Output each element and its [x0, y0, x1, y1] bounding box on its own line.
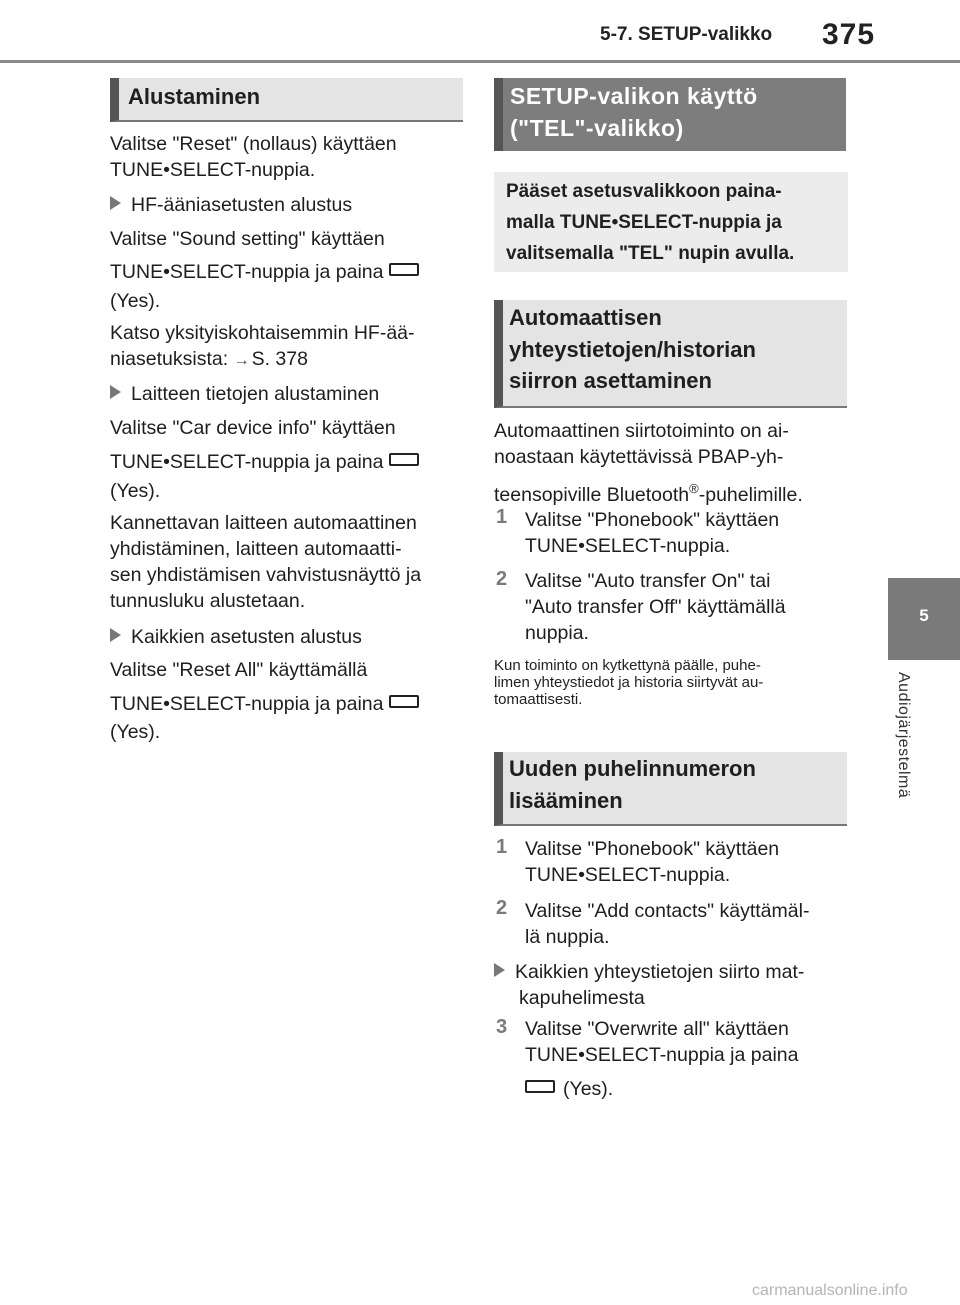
device-para-1: Kannettavan laitteen automaattinen: [110, 512, 417, 534]
step1-line-1: Valitse "Phonebook" käyttäen: [525, 509, 780, 531]
bullet-device-reset: [110, 381, 379, 407]
button-icon: [389, 263, 419, 276]
bullet-triangle-icon: [110, 628, 121, 642]
bullet-triangle-icon: [110, 196, 121, 210]
page-ref-arrow-icon: →: [233, 352, 250, 369]
section-title: 5-7. SETUP-valikko: [600, 24, 773, 45]
hf-line-2-text: TUNE•SELECT-nuppia ja paina: [110, 261, 384, 283]
registered-mark: ®: [689, 481, 699, 496]
step2-line-2: "Auto transfer Off" käyttämällä: [525, 596, 786, 618]
step-number: 3: [496, 1016, 508, 1038]
device-para-4: tunnusluku alustetaan.: [110, 590, 306, 612]
hf-ref-line-2: [110, 346, 308, 374]
step2-line-1: Valitse "Auto transfer On" tai: [525, 570, 771, 592]
heading-new-line-2: lisääminen: [509, 788, 623, 813]
bullet-all-reset-text: Kaikkien asetusten alustus: [131, 626, 362, 648]
auto-para-2: noastaan käytettävissä PBAP-yh-: [494, 446, 784, 468]
info-box: [494, 172, 848, 272]
heading-setup-line-2: ("TEL"-valikko): [510, 115, 684, 141]
step-number: 2: [496, 568, 508, 590]
hf-line-1: Valitse "Sound setting" käyttäen: [110, 228, 385, 250]
footer-watermark[interactable]: carmanualsonline.info: [752, 1282, 908, 1299]
step-number: 1: [496, 836, 508, 858]
bullet-all-reset: [110, 624, 362, 650]
button-icon: [389, 453, 419, 466]
note-line-1: Kun toiminto on kytkettynä päälle, puhe-: [494, 657, 761, 674]
new-step3-line-2: TUNE•SELECT-nuppia ja paina: [525, 1044, 799, 1066]
heading-alustaminen-text: Alustaminen: [128, 84, 261, 109]
header-divider: [0, 60, 960, 63]
heading-new-line-1: Uuden puhelinnumeron: [509, 756, 756, 781]
new-step3-line-3: [525, 1076, 613, 1102]
new-step2-line-1: Valitse "Add contacts" käyttämäl-: [525, 900, 810, 922]
heading-setup-menu: [494, 78, 846, 151]
device-line-3: (Yes).: [110, 480, 161, 502]
new-step3-line-1: Valitse "Overwrite all" käyttäen: [525, 1018, 789, 1040]
heading-new-number: [494, 752, 847, 826]
device-para-2: yhdistäminen, laitteen automaatti-: [110, 538, 402, 560]
all-line-3: (Yes).: [110, 721, 161, 743]
new-step1-line-2: TUNE•SELECT-nuppia.: [525, 864, 731, 886]
hf-ref-text: niasetuksista:: [110, 348, 234, 370]
heading-auto-transfer: [494, 300, 847, 408]
bullet-hf-reset-text: HF-ääniasetusten alustus: [131, 194, 353, 216]
new-step3-yes: (Yes).: [563, 1078, 614, 1100]
heading-alustaminen: [110, 78, 463, 122]
bullet-triangle-icon: [494, 963, 505, 977]
heading-auto-line-3: siirron asettaminen: [509, 368, 712, 393]
info-line-1: Pääset asetusvalikkoon paina-: [506, 181, 782, 202]
step2-line-3: nuppia.: [525, 622, 589, 644]
bullet-transfer-all-text: Kaikkien yhteystietojen siirto mat-: [515, 961, 805, 983]
new-step2-line-2: lä nuppia.: [525, 926, 610, 948]
note-line-3: tomaattisesti.: [494, 691, 583, 708]
new-step1-line-1: Valitse "Phonebook" käyttäen: [525, 838, 780, 860]
step-number: 2: [496, 897, 508, 919]
bullet-device-reset-text: Laitteen tietojen alustaminen: [131, 383, 380, 405]
heading-setup-line-1: SETUP-valikon käyttö: [510, 83, 758, 109]
hf-ref-line-1: Katso yksityiskohtaisemmin HF-ää-: [110, 322, 415, 344]
info-line-2: malla TUNE•SELECT-nuppia ja: [506, 212, 782, 233]
heading-auto-line-1: Automaattisen: [509, 305, 662, 330]
all-line-2: [110, 691, 419, 717]
bullet-transfer-all-line-2: kapuhelimesta: [519, 987, 645, 1009]
auto-para-3: [494, 476, 803, 508]
auto-para-3a: teensopiville Bluetooth: [494, 484, 690, 506]
all-line-1: Valitse "Reset All" käyttämällä: [110, 659, 368, 681]
heading-auto-line-2: yhteystietojen/historian: [509, 337, 756, 362]
chapter-label-text: Audiojärjestelmä: [895, 672, 912, 799]
auto-para-3b: -puhelimille.: [698, 484, 803, 506]
page-number: 375: [822, 18, 876, 51]
step1-line-2: TUNE•SELECT-nuppia.: [525, 535, 731, 557]
hf-line-2: [110, 259, 419, 285]
step-number: 1: [496, 506, 508, 528]
chapter-label: [880, 672, 940, 842]
auto-para-1: Automaattinen siirtotoiminto on ai-: [494, 420, 789, 442]
button-icon: [389, 695, 419, 708]
note-line-2: limen yhteystiedot ja historia siirtyvät au-: [494, 674, 764, 691]
chapter-number: 5: [919, 606, 929, 625]
device-line-1: Valitse "Car device info" käyttäen: [110, 417, 396, 439]
all-line-2-text: TUNE•SELECT-nuppia ja paina: [110, 693, 384, 715]
bullet-transfer-all: [494, 959, 804, 985]
left-intro-line-2: TUNE•SELECT-nuppia.: [110, 159, 316, 181]
device-para-3: sen yhdistämisen vahvistusnäyttö ja: [110, 564, 422, 586]
left-intro-line-1: Valitse "Reset" (nollaus) käyttäen: [110, 133, 397, 155]
device-line-2-text: TUNE•SELECT-nuppia ja paina: [110, 451, 384, 473]
device-line-2: [110, 449, 419, 475]
button-icon: [525, 1080, 555, 1093]
bullet-triangle-icon: [110, 385, 121, 399]
page-ref-link[interactable]: S. 378: [251, 348, 308, 370]
hf-line-3: (Yes).: [110, 290, 161, 312]
info-line-3: valitsemalla "TEL" nupin avulla.: [506, 243, 795, 264]
bullet-hf-reset: [110, 192, 352, 218]
